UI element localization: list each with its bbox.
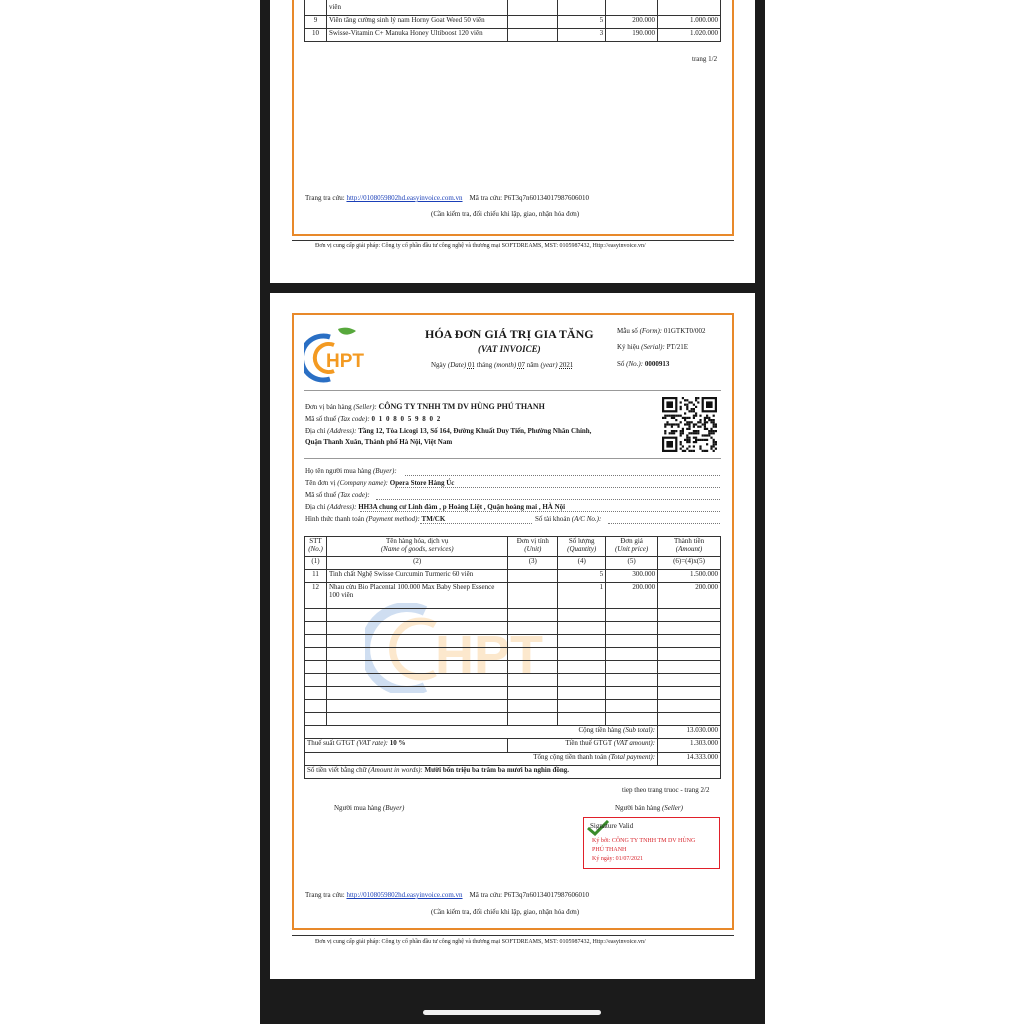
- empty-row: [305, 622, 721, 635]
- invoice-date: Ngày (Date) 01 tháng (month) 07 năm (year) 2021: [431, 361, 574, 369]
- lookup-row: Trang tra cứu: http://0108059802hd.easyinvoice.com.vn Mã tra cứu: P6T3q7n60134017987606010: [305, 194, 590, 202]
- digital-signature-box[interactable]: [583, 817, 720, 869]
- verify-note: (Cần kiểm tra, đối chiếu khi lập, giao, nhận hóa đơn): [431, 908, 580, 916]
- account-number: Số tài khoản (A/C No.):: [535, 515, 602, 523]
- signed-date: Ký ngày: 01/07/2021: [592, 856, 643, 862]
- provider-note: Đơn vị cung cấp giải pháp: Công ty cổ phần đầu tư công nghệ và thương mại SOFTDREAMS, MST: 0105987432, Http://easyinvoice.vn/: [315, 243, 646, 249]
- footer-divider: [292, 240, 734, 241]
- svg-text:HPT: HPT: [435, 625, 543, 685]
- seller-name: Đơn vị bán hàng (Seller): CÔNG TY TNHH TM DV HÙNG PHÚ THANH: [305, 402, 545, 411]
- page-number: trang 1/2: [692, 55, 718, 63]
- table-row: 9 Viên tăng cường sinh lý nam Horny Goat Weed 50 viên 5 200.000 1.000.000: [305, 16, 721, 29]
- buyer-name: Họ tên người mua hàng (Buyer):: [305, 467, 397, 475]
- hpt-logo: [304, 325, 404, 387]
- empty-row: [305, 609, 721, 622]
- lookup-link[interactable]: http://0108059802hd.easyinvoice.com.vn: [346, 891, 463, 899]
- seller-tax-code: Mã số thuế (Tax code): 0 1 0 8 0 5 9 8 0 2: [305, 415, 442, 423]
- table-row: 12 Nhau cừu Bio Placental 100.000 Max Baby Sheep Essence 100 viên 1 200.000 200.000: [305, 583, 721, 609]
- continuation-note: tiep theo trang truoc - trang 2/2: [622, 786, 710, 794]
- invoice-title: HÓA ĐƠN GIÁ TRỊ GIA TĂNG: [425, 327, 594, 341]
- signed-by-line-2: PHÚ THANH: [592, 847, 627, 853]
- qr-code: [662, 397, 717, 452]
- seller-address: Địa chỉ (Address): Tầng 12, Tòa Licogi 13, Số 164, Đường Khuất Duy Tiến, Phường Nhân Chính,: [305, 427, 592, 435]
- empty-row: [305, 687, 721, 700]
- lookup-code: P6T3q7n60134017987606010: [503, 891, 590, 899]
- lookup-row: Trang tra cứu: http://0108059802hd.easyinvoice.com.vn Mã tra cứu: P6T3q7n60134017987606010: [305, 891, 590, 899]
- svg-text:HPT: HPT: [326, 351, 364, 372]
- empty-row: [305, 648, 721, 661]
- signature-status: Signature Valid: [590, 822, 634, 830]
- seller-divider: [304, 458, 721, 459]
- empty-row: [305, 713, 721, 726]
- provider-note: Đơn vị cung cấp giải pháp: Công ty cổ phần đầu tư công nghệ và thương mại SOFTDREAMS, MST: 0105987432, Http://easyinvoice.vn/: [315, 939, 646, 945]
- total-row: Tổng cộng tiền thanh toán (Total payment): 14.333.000: [305, 753, 721, 766]
- subtotal-row: Cộng tiền hàng (Sub total): 13.030.000: [305, 726, 721, 739]
- table-row: 10 Swisse-Vitamin C+ Manuka Honey Ultiboost 120 viên 3 190.000 1.020.000: [305, 29, 721, 42]
- buyer-signature-label: Người mua hàng (Buyer): [334, 804, 405, 812]
- empty-row: [305, 635, 721, 648]
- form-number: Mẫu số (Form): 01GTKT0/002: [617, 327, 706, 335]
- invoice-page-1: [270, 0, 755, 283]
- buyer-tax-code: Mã số thuế (Tax code):: [305, 491, 370, 499]
- signed-by: Ký bởi: CÔNG TY TNHH TM DV HÙNG: [592, 838, 696, 844]
- invoice-subtitle: (VAT INVOICE): [478, 344, 541, 354]
- footer-divider: [292, 935, 734, 936]
- empty-row: [305, 674, 721, 687]
- empty-row: [305, 700, 721, 713]
- verify-note: (Cần kiểm tra, đối chiếu khi lập, giao, nhận hóa đơn): [431, 210, 580, 218]
- lookup-code: P6T3q7n60134017987606010: [503, 194, 590, 202]
- buyer-address: Địa chỉ (Address): HH3A chung cư Linh đàm , p Hoàng Liệt , Quận hoàng mai , HÀ Nội: [305, 503, 566, 511]
- vat-row: Thuế suất GTGT (VAT rate): 10 % Tiền thuế GTGT (VAT amount): 1.303.000: [305, 739, 721, 753]
- home-indicator[interactable]: [423, 1010, 601, 1015]
- lookup-link[interactable]: http://0108059802hd.easyinvoice.com.vn: [346, 194, 463, 202]
- seller-signature-label: Người bán hàng (Seller): [615, 804, 683, 812]
- buyer-company: Tên đơn vị (Company name): Opera Store Hàng Úc: [305, 479, 455, 487]
- table-row: 11 Tinh chất Nghệ Swisse Curcumin Turmeric 60 viên 5 300.000 1.500.000: [305, 570, 721, 583]
- header-divider: [304, 390, 721, 391]
- seller-address-line-2: Quận Thanh Xuân, Thành phố Hà Nội, Việt Nam: [305, 438, 453, 446]
- table-header-row: STT (No.) Tên hàng hóa, dịch vụ (Name of goods, services) Đơn vị tính (Unit) Số lượng (Quantity) Đơn giá (Unit price) Thành tiền (Amount): [305, 537, 721, 557]
- serial-number: Ký hiệu (Serial): PT/21E: [617, 343, 688, 351]
- invoice-number: Số (No.): 0000913: [617, 360, 670, 368]
- amount-in-words-row: Số tiền viết bằng chữ (Amount in words): Mười bốn triệu ba trăm ba mươi ba nghìn đồng.: [305, 766, 721, 779]
- table-row: viên: [305, 0, 721, 16]
- column-index-row: (1) (2) (3) (4) (5) (6)=(4)x(5): [305, 557, 721, 570]
- invoice-page-2: [270, 293, 755, 979]
- payment-method: Hình thức thanh toán (Payment method): TM/CK: [305, 515, 446, 523]
- items-table: [304, 536, 721, 779]
- empty-row: [305, 661, 721, 674]
- page-1-items-table: [304, 0, 721, 42]
